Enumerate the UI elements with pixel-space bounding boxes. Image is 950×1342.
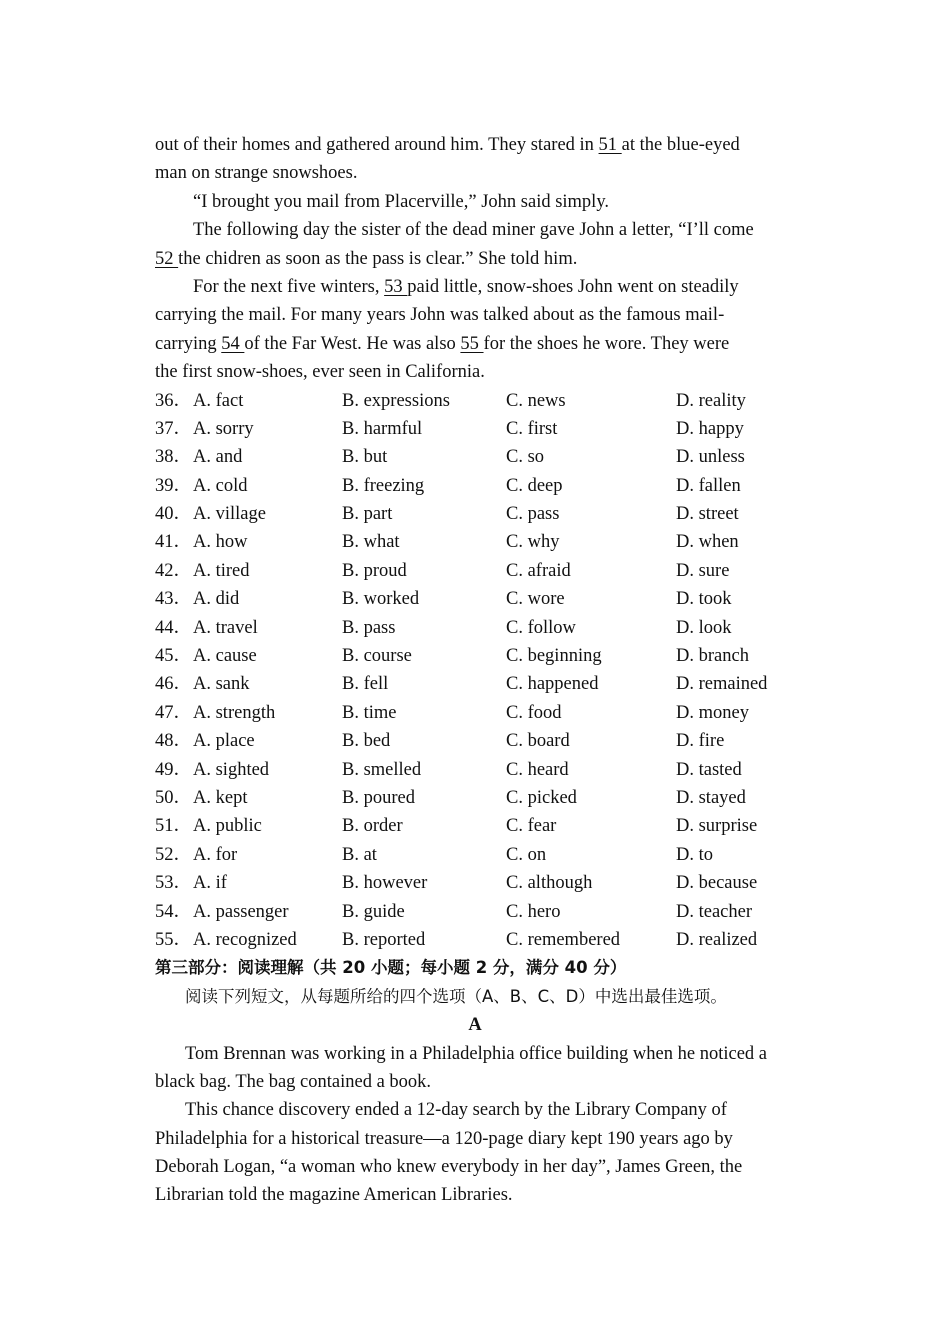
option-b: B. smelled [342,759,422,780]
option-a: A. strength [193,702,276,723]
option-d: D. fallen [676,475,741,496]
option-row [155,898,795,926]
passage-line: man on strange snowshoes. [155,163,358,184]
option-b: B. time [342,702,397,723]
option-a: A. passenger [193,901,289,922]
option-d: D. teacher [676,901,753,922]
option-c: C. follow [506,617,576,638]
question-number: 45． [155,646,193,667]
option-b: B. guide [342,901,405,922]
option-d: D. tasted [676,759,742,780]
question-number: 52． [155,844,193,865]
option-d: D. sure [676,560,730,581]
option-c: C. first [506,418,558,439]
option-a: A. fact [193,390,244,411]
option-a: A. tired [193,560,250,581]
question-number: 46． [155,674,193,695]
passage-line: This chance discovery ended a 12-day search by the Library Company of [185,1100,727,1121]
passage-text: paid little, snow-shoes John went on steadily [407,276,739,297]
option-b: B. freezing [342,475,425,496]
option-d: D. to [676,844,713,865]
option-row [155,926,795,954]
question-number: 43． [155,589,193,610]
option-d: D. realized [676,929,758,950]
option-c: C. picked [506,787,577,808]
option-b: B. what [342,532,400,553]
page-content [155,131,795,1210]
option-c: C. so [506,447,545,468]
option-b: B. pass [342,617,396,638]
passage-line: black bag. The bag contained a book. [155,1071,432,1092]
option-row [155,812,795,840]
option-b: B. bed [342,731,391,752]
option-a: A. sorry [193,418,254,439]
option-d: D. remained [676,674,768,695]
passage-line: “I brought you mail from Placerville,” John said simply. [193,191,609,212]
option-a: A. public [193,816,262,837]
option-a: A. if [193,873,227,894]
section-instruction: 阅读下列短文，从每题所给的四个选项（A、B、C、D）中选出最佳选项。 [185,986,727,1006]
question-number: 37． [155,418,193,439]
option-c: C. fear [506,816,557,837]
option-row [155,699,795,727]
option-row [155,869,795,897]
passage-text: of the Far West. He was also [244,333,461,354]
blank-51: 51 [598,135,622,155]
passage-label: A [468,1015,482,1036]
option-b: B. at [342,844,377,865]
option-a: A. and [193,447,243,468]
option-c: C. deep [506,475,563,496]
option-c: C. heard [506,759,569,780]
option-row [155,756,795,784]
blank-52: 52 [155,248,179,269]
question-number: 51． [155,816,193,837]
option-b: B. reported [342,929,426,950]
option-row [155,387,795,415]
option-row [155,841,795,869]
passage-text: the chidren as soon as the pass is clear.” She told him. [178,248,578,269]
option-row [155,670,795,698]
passage-line [155,131,795,159]
option-c: C. remembered [506,929,621,950]
option-row [155,614,795,642]
option-d: D. fire [676,731,725,752]
option-c: C. beginning [506,646,602,667]
option-c: C. why [506,532,560,553]
option-row [155,727,795,755]
passage-text: carrying [155,333,222,354]
option-c: C. board [506,731,570,752]
option-b: B. expressions [342,390,450,411]
option-c: C. hero [506,901,561,922]
passage-text: For the next five winters, [193,276,385,297]
passage-line: carrying the mail. For many years John was talked about as the famous mail- [155,305,725,326]
option-a: A. for [193,844,238,865]
passage-line [155,330,795,358]
passage-text: out of their homes and gathered around him. They stared in [155,135,599,155]
option-row [155,528,795,556]
option-row [155,472,795,500]
option-row [155,415,795,443]
option-a: A. recognized [193,929,297,950]
option-row [155,500,795,528]
question-number: 40． [155,504,193,525]
blank-53: 53 [384,276,408,297]
option-b: B. harmful [342,418,423,439]
passage-text: at the blue-eyed [621,135,740,155]
option-row [155,557,795,585]
option-a: A. kept [193,787,248,808]
question-number: 55． [155,929,193,950]
question-number: 38． [155,447,193,468]
option-d: D. unless [676,447,745,468]
question-number: 47． [155,702,193,723]
option-a: A. cause [193,646,257,667]
question-number: 41． [155,532,193,553]
question-number: 53． [155,873,193,894]
passage-line: Librarian told the magazine American Libraries. [155,1185,513,1206]
option-d: D. money [676,702,749,723]
option-d: D. surprise [676,816,758,837]
option-b: B. order [342,816,403,837]
option-b: B. part [342,504,393,525]
option-d: D. happy [676,418,744,439]
option-b: B. fell [342,674,389,695]
question-number: 39． [155,475,193,496]
option-c: C. happened [506,674,599,695]
question-number: 50． [155,787,193,808]
option-d: D. reality [676,390,746,411]
option-c: C. food [506,702,562,723]
option-a: A. sighted [193,759,270,780]
option-a: A. how [193,532,248,553]
passage-line: the first snow-shoes, ever seen in California. [155,362,485,383]
question-number: 48． [155,731,193,752]
passage-line: Deborah Logan, “a woman who knew everybody in her day”, James Green, the [155,1157,743,1178]
option-a: A. place [193,731,255,752]
options-list [155,387,795,955]
option-a: A. cold [193,475,248,496]
section-heading: 第三部分：阅读理解（共 20 小题；每小题 2 分，满分 40 分） [155,958,627,978]
option-a: A. village [193,504,266,525]
option-row [155,642,795,670]
passage-line [155,245,795,273]
option-b: B. poured [342,787,415,808]
blank-55: 55 [460,333,484,354]
option-c: C. wore [506,589,565,610]
option-c: C. afraid [506,560,571,581]
question-number: 54． [155,901,193,922]
option-b: B. proud [342,560,407,581]
option-c: C. on [506,844,547,865]
question-number: 49． [155,759,193,780]
passage-line [155,273,795,301]
option-d: D. because [676,873,758,894]
option-b: B. however [342,873,428,894]
question-number: 36． [155,390,193,411]
option-row [155,784,795,812]
option-d: D. stayed [676,787,746,808]
question-number: 44． [155,617,193,638]
option-d: D. when [676,532,739,553]
option-row [155,585,795,613]
option-c: C. pass [506,504,560,525]
option-a: A. sank [193,674,250,695]
option-b: B. worked [342,589,420,610]
option-c: C. news [506,390,566,411]
option-a: A. travel [193,617,258,638]
option-b: B. course [342,646,412,667]
passage-line: The following day the sister of the dead miner gave John a letter, “I’ll come [193,220,754,241]
option-d: D. branch [676,646,749,667]
question-number: 42． [155,560,193,581]
passage-line: Tom Brennan was working in a Philadelphia office building when he noticed a [185,1043,768,1064]
option-c: C. although [506,873,593,894]
option-d: D. street [676,504,739,525]
passage-text: for the shoes he wore. They were [483,333,730,354]
option-row [155,443,795,471]
option-d: D. look [676,617,732,638]
option-b: B. but [342,447,388,468]
option-d: D. took [676,589,732,610]
option-a: A. did [193,589,240,610]
blank-54: 54 [221,333,245,354]
passage-line: Philadelphia for a historical treasure—a 120-page diary kept 190 years ago by [155,1128,733,1149]
